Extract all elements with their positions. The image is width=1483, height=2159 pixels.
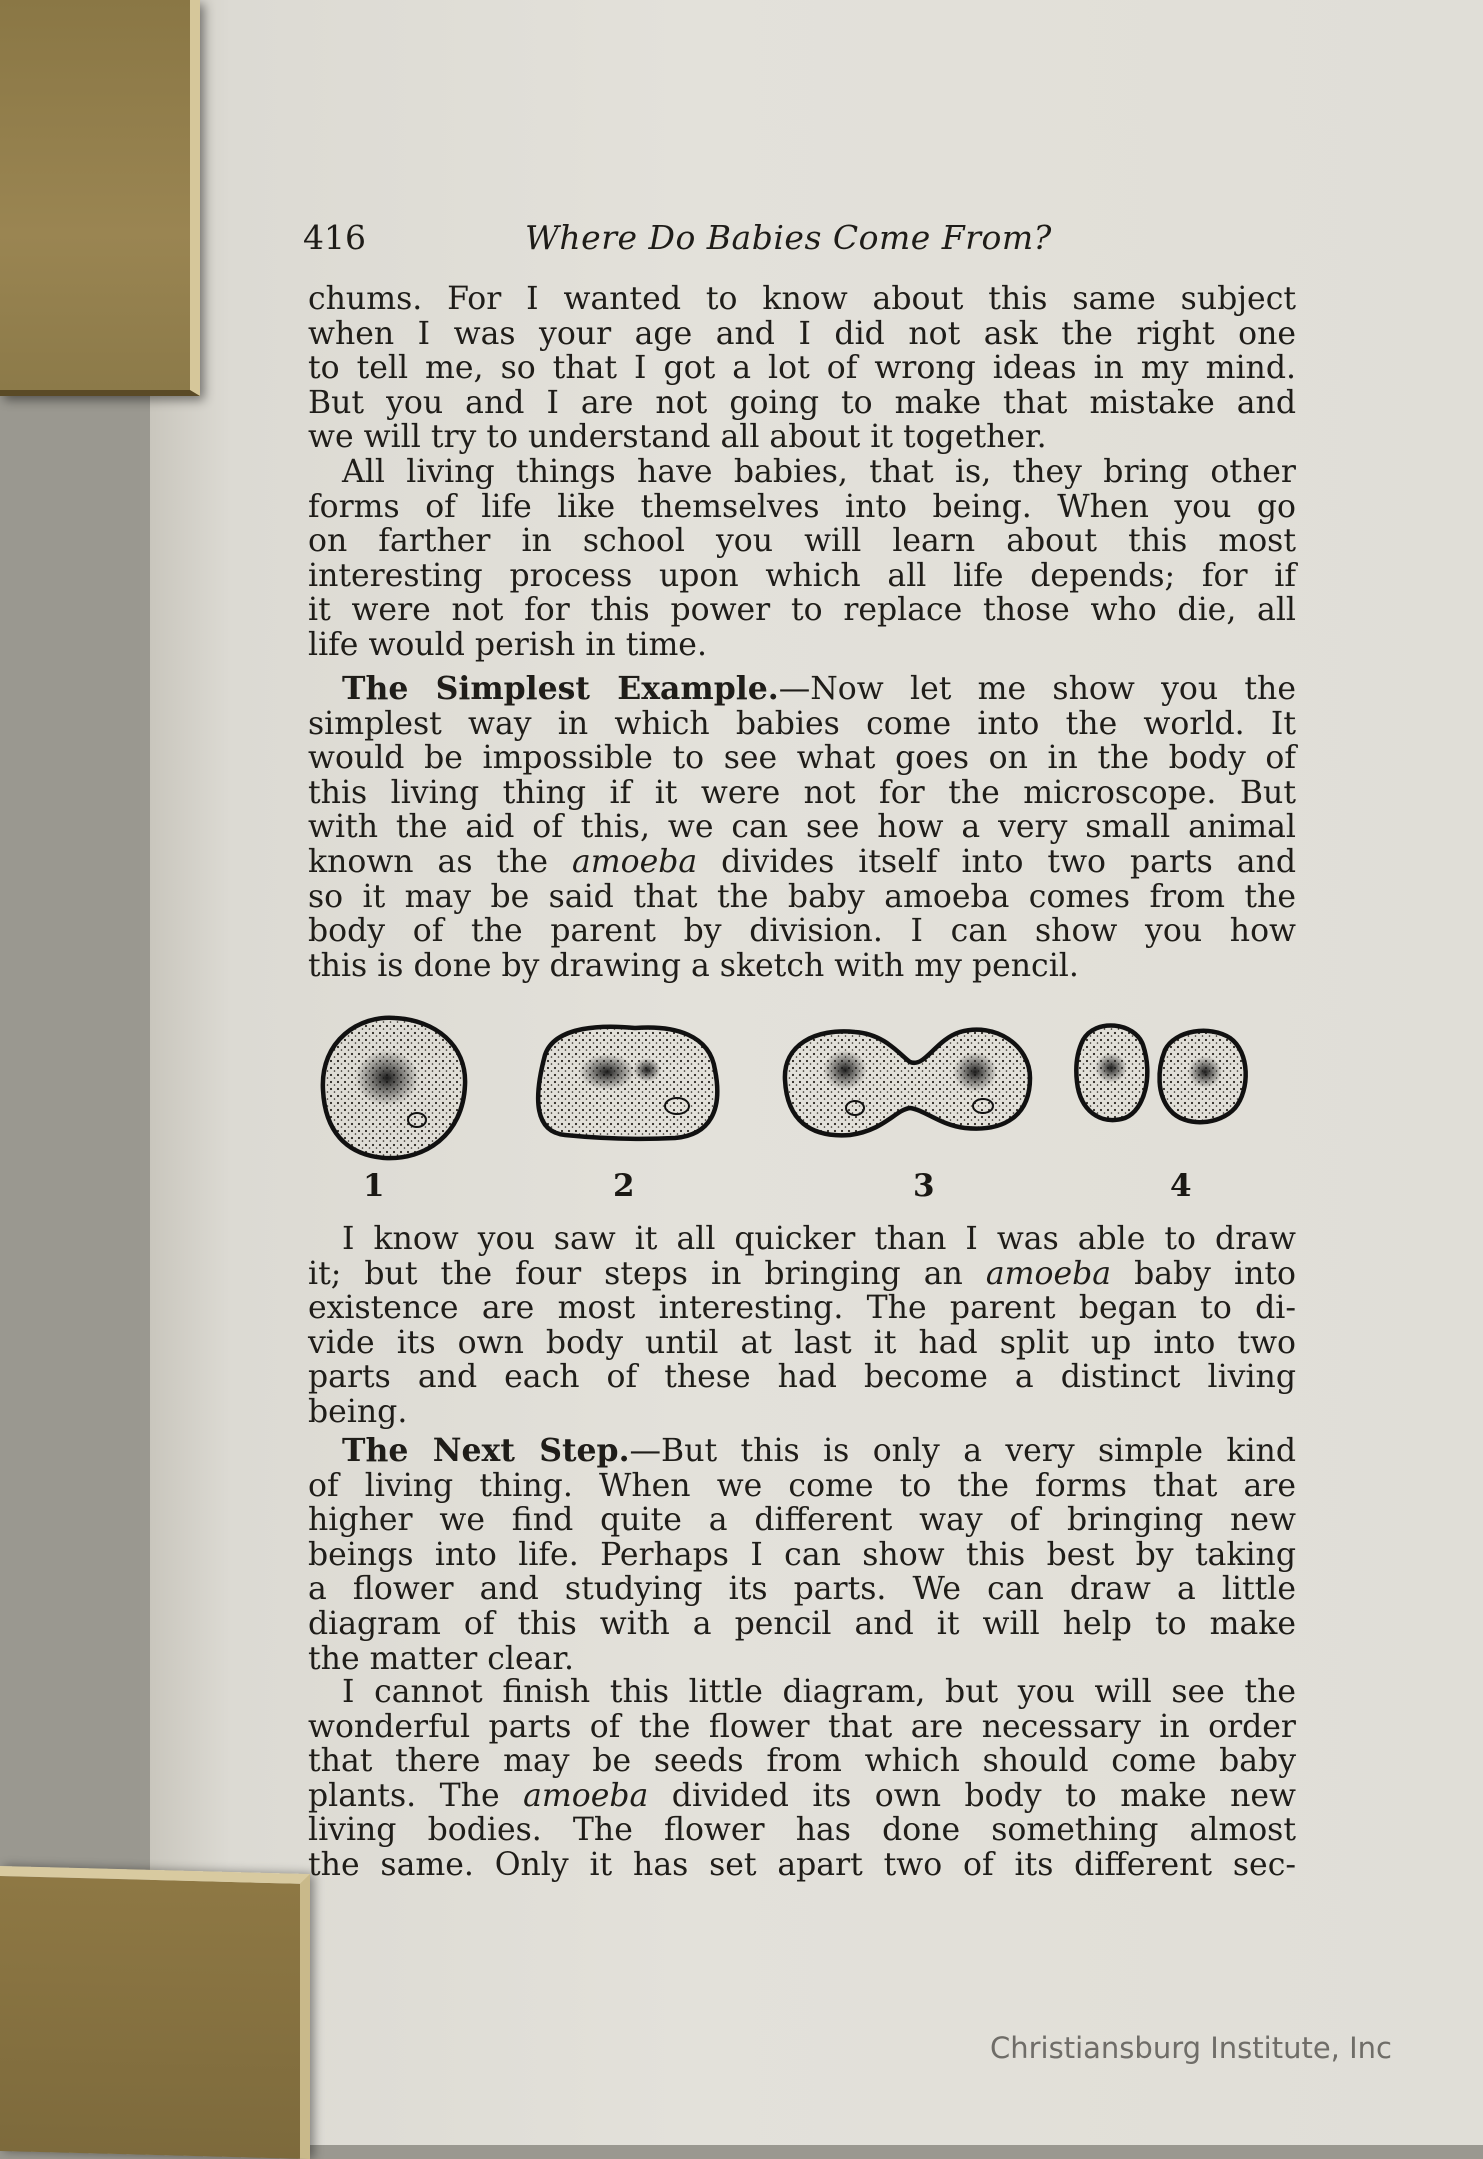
- paragraph-simplest-example: [308, 672, 1296, 983]
- text-line: a flower and studying its parts. We can draw a little: [308, 1571, 1296, 1608]
- figure-label-1: 1: [363, 1168, 385, 1204]
- paragraph-6: [308, 1675, 1296, 1883]
- text-line: that there may be seeds from which should come baby: [308, 1743, 1296, 1780]
- text-line: when I was your age and I did not ask the right one: [308, 315, 1296, 352]
- text-line: the same. Only it has set apart two of its different sec-: [308, 1846, 1296, 1883]
- italic-term: amoeba: [572, 843, 698, 880]
- text-line: [308, 1434, 1296, 1469]
- text-line: [308, 845, 1296, 880]
- section-heading: The Next Step.: [342, 1432, 630, 1469]
- text-line: to tell me, so that I got a lot of wrong ideas in my mind.: [308, 350, 1296, 387]
- text-span: known as the: [308, 843, 573, 880]
- text-span: —But this is only a very simple kind: [629, 1433, 1296, 1469]
- page-number: 416: [303, 218, 366, 257]
- text-line: it were not for this power to replace those who die, all: [308, 592, 1296, 629]
- text-line: [308, 1257, 1296, 1292]
- text-line: would be impossible to see what goes on in the body of: [308, 740, 1296, 777]
- text-line: of living thing. When we come to the forms that are: [308, 1467, 1296, 1504]
- running-header: [303, 218, 1063, 260]
- text-line: I know you saw it all quicker than I was able to draw: [342, 1221, 1296, 1257]
- figure-label-2: 2: [613, 1168, 635, 1204]
- text-line: body of the parent by division. I can show you how: [308, 913, 1296, 950]
- amoeba-division-figure: [315, 1010, 1295, 1210]
- text-line: life would perish in time.: [308, 626, 707, 663]
- text-line: forms of life like themselves into being. When you go: [308, 488, 1296, 525]
- text-line: [308, 672, 1296, 707]
- text-line: living bodies. The flower has done something almost: [308, 1812, 1296, 1849]
- italic-term: amoeba: [523, 1777, 649, 1814]
- italic-term: amoeba: [985, 1255, 1112, 1292]
- paragraph-1: [308, 282, 1296, 455]
- text-line: I cannot finish this little diagram, but you will see the: [342, 1674, 1296, 1710]
- text-line: on farther in school you will learn about this most: [308, 523, 1296, 560]
- text-span: baby into: [1111, 1255, 1296, 1292]
- text-line: this living thing if it were not for the microscope. But: [308, 774, 1296, 811]
- paragraph-4: [308, 1222, 1296, 1430]
- paragraph-2: [308, 455, 1296, 663]
- text-line: wonderful parts of the flower that are necessary in order: [308, 1708, 1296, 1745]
- text-line: All living things have babies, that is, they bring other: [342, 454, 1296, 490]
- text-span: divided its own body to make new: [648, 1777, 1297, 1814]
- text-line: beings into life. Perhaps I can show this best by taking: [308, 1536, 1296, 1573]
- text-span: plants. The: [308, 1777, 524, 1814]
- text-line: existence are most interesting. The parent began to di-: [308, 1290, 1296, 1327]
- running-title: Where Do Babies Come From?: [525, 218, 1052, 257]
- text-line: diagram of this with a pencil and it will help to make: [308, 1605, 1296, 1642]
- figure-label-4: 4: [1170, 1168, 1192, 1204]
- text-line: vide its own body until at last it had split up into two: [308, 1324, 1296, 1361]
- amoeba-stage-2: [538, 1027, 717, 1139]
- text-line: so it may be said that the baby amoeba comes from the: [308, 878, 1296, 915]
- text-line: this is done by drawing a sketch with my pencil.: [308, 947, 1079, 984]
- watermark: Christiansburg Institute, Inc: [990, 2031, 1392, 2065]
- figure-label-3: 3: [913, 1168, 935, 1204]
- section-heading: The Simplest Example.: [342, 670, 779, 707]
- text-line: higher we find quite a different way of bringing new: [308, 1502, 1296, 1539]
- text-line: parts and each of these had become a distinct living: [308, 1359, 1296, 1396]
- amoeba-sketches: [315, 1010, 1295, 1170]
- bottom-index-tab: [0, 1866, 310, 2159]
- amoeba-stage-4: [1076, 1025, 1245, 1122]
- top-index-tab: [0, 0, 200, 396]
- paragraph-next-step: [308, 1434, 1296, 1676]
- text-line: chums. For I wanted to know about this same subject: [308, 281, 1296, 317]
- text-line: being.: [308, 1393, 408, 1430]
- text-line: we will try to understand all about it together.: [308, 419, 1047, 456]
- text-span: —Now let me show you the: [778, 671, 1296, 707]
- text-line: But you and I are not going to make that mistake and: [308, 384, 1296, 421]
- amoeba-stage-1: [323, 1018, 465, 1158]
- text-line: the matter clear.: [308, 1640, 575, 1677]
- text-span: divides itself into two parts and: [697, 843, 1296, 880]
- text-line: [308, 1779, 1296, 1814]
- text-span: it; but the four steps in bringing an: [308, 1255, 986, 1292]
- text-line: simplest way in which babies come into the world. It: [308, 705, 1296, 742]
- text-line: with the aid of this, we can see how a very small animal: [308, 809, 1296, 846]
- text-line: interesting process upon which all life depends; for if: [308, 557, 1296, 594]
- amoeba-stage-3: [785, 1030, 1030, 1136]
